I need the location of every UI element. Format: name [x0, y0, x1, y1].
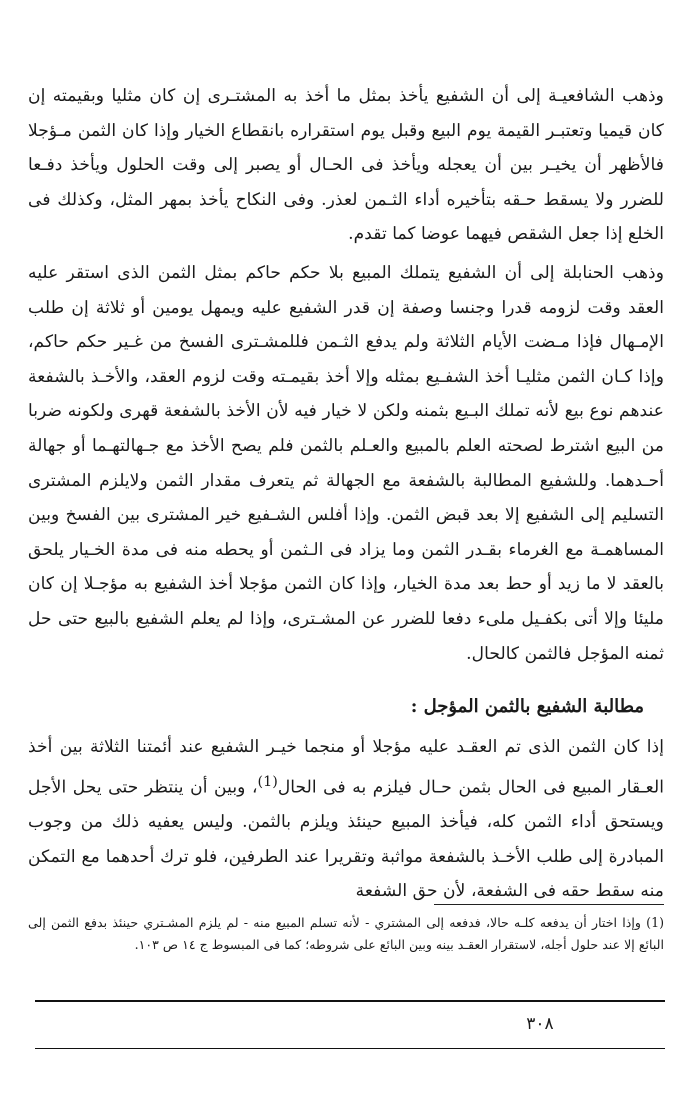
footnote: (1) وإذا اختار أن يدفعه كلـه حالا، فدفعه إلى المشتري - لأنه تسلم المبيع منه - لم يلزم المشـتري حينئذ بدفع الثمن إلى البائع إلا عند حلول أجله، لاستقرار العقـد بينه وبين البائع على شروطه؛ كما فى المبسوط ج ١٤ ص ١٠٣.	[28, 915, 664, 952]
footnote-separator	[434, 904, 664, 905]
footnote-reference: (1)	[257, 773, 278, 790]
paragraph-text-start: إذا كان الثمن الذى تم العقـد عليه مؤجلا أو منجما خيـر الشفيع عند أئمتنا الثلاثة بين أخذ العـقار المبيع فى الحال بثمن حـال فيلزم به فى الحال	[28, 737, 664, 798]
paragraph-deferred-price	[28, 730, 664, 909]
bottom-rule-thin	[35, 1048, 665, 1049]
paragraph-shafii: وذهب الشافعيـة إلى أن الشفيع يأخذ بمثل ما أخذ به المشتـرى إن كان مثليا وبقيمته إن كان قيميا وتعتبـر القيمة يوم البيع وقبل يوم استقراره بانقطاع الخيار وإذا كان الثمن مـؤجلا فالأظهر أن يخيـر بين أن يعجله ويأخذ فى الحـال أو يصبر إلى وقت الحلول ويأخذ دفـعا للضرر ولا يسقط حـقه بتأخيره أداء الثـمن لعذر. وفى النكاح يأخذ بمهر المثل، وكذلك فى الخلع إذا جعل الشقص فيهما عوضا كما تقدم.	[28, 86, 664, 245]
paragraph-hanbali: وذهب الحنابلة إلى أن الشفيع يتملك المبيع بلا حكم حاكم بمثل الثمن الذى استقر عليه العقد وقت لزومه قدرا وجنسا وصفة إن قدر الشفيع عليه ويمهل يومين أو ثلاثة إن طلب الإمـهال فإذا مـضت الأيام الثلاثة ولم يدفع الثـمن فللمشـترى الفسخ من غـير حكم حاكم، وإذا كـان الثمن مثليـا أخذ الشفـيع بمثله وإلا أخذ بقيمـته وقت لزوم العقد، والأخـذ بالشفعة عندهم نوع بيع لأنه تملك البـيع بثمنه ولكن لا خيار فيه لأن الأخذ بالشفعة قهرى ولكونه ضربا من البيع اشترط لصحته العلم بالمبيع والعـلم بالثمن فلم يصح الأخذ مع جـهالتهـما أو جهالة أحـدهما. وللشفيع المطالبة بالشفعة مع الجهالة ثم يتعرف مقدار الثمن ولايلزم المشترى التسليم إلى الشفيع إلا بعد قبض الثمن. وإذا أفلس الشـفيع خير المشترى بين الفسخ وبين المساهمـة مع الغرماء بقـدر الثمن وما يزاد فى الـثمن أو يحطه منه فى مدة الخـيار يلحق بالعقد لا ما زيد أو حط بعد مدة الخيار، وإذا كان الثمن مؤجلا أخذ الشفيع به مؤجـلا إن كان مليئا وإلا أتى بكفـيل ملىء دفعا للضرر عن المشـترى، وإذا لم يعلم الشفيع بالبيع حتى حل ثمنه المؤجل فالثمن كالحال.	[28, 263, 664, 664]
paragraph-text-end: ، وبين أن ينتظر حتى يحل الأجل ويستحق أداء الثمن كله، فيأخذ المبيع حينئذ ويلزم بالثمن. وليس يعفيه ذلك من وجوب المبادرة إلى طلب الأخـذ بالشفعة مواثبة وتقريرا عند الطرفين، فلو ترك أحدهما مع التمكن منه سقط حقه فى الشفعة، لأن حق الشفعة	[28, 777, 664, 902]
bottom-rule-thick	[35, 1000, 665, 1002]
section-heading: مطالبة الشفيع بالثمن المؤجل :	[410, 696, 644, 717]
page-number: ٣٠٨	[526, 1014, 554, 1034]
